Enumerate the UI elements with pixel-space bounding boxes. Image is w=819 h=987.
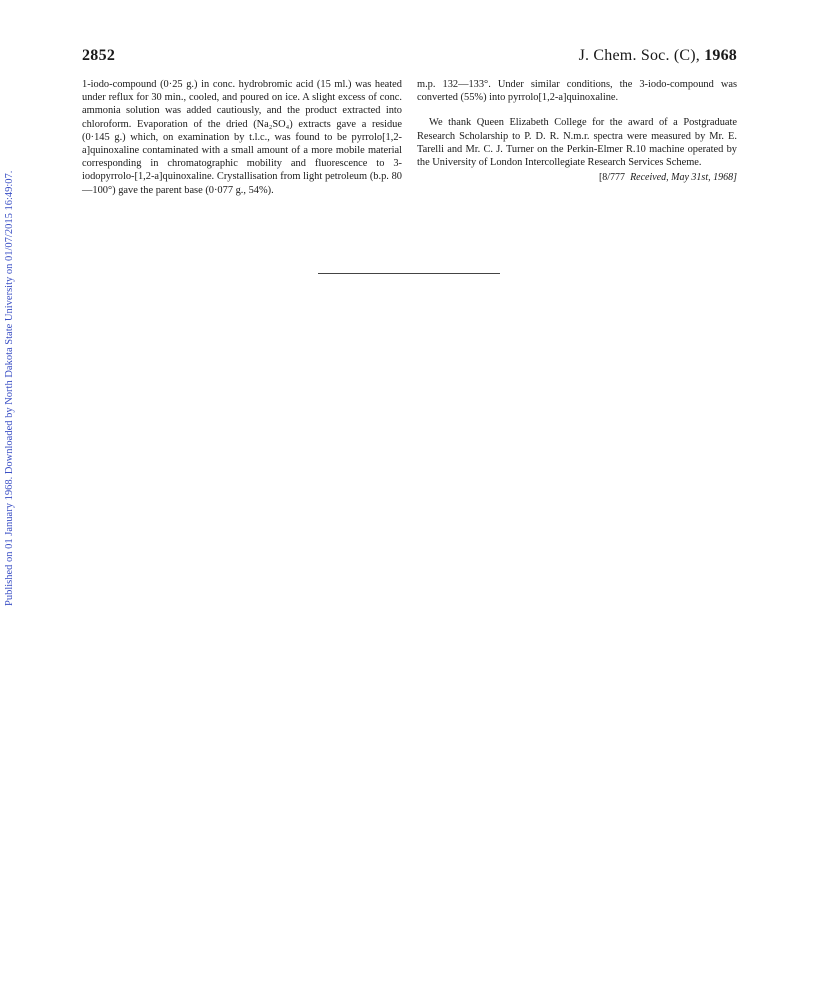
journal-year: 1968 bbox=[704, 47, 737, 64]
experimental-paragraph: 1-iodo-compound (0·25 g.) in conc. hydrobromic acid (15 ml.) was heated under reflux for 30 min., cooled, and poured on ice. A slight excess of conc. ammonia solution was added cautiously, and the product extracted into chloroform. Evaporation of the dried (Na₂SO₄) extracts gave a residue (0·145 g.) which, on examination by t.l.c., was found to be pyrrolo[1,2-a]quinoxaline contaminated with a small amount of a more mobile material corresponding in chromatographic mobility and fluorescence to 3-iodopyrrolo-[1,2-a]quinoxaline. Crystallisation from light petroleum (b.p. 80—100°) gave the parent base (0·077 g., 54%). bbox=[82, 79, 402, 196]
end-of-article-rule bbox=[318, 273, 500, 274]
left-column bbox=[82, 78, 402, 197]
paragraph-spacer bbox=[417, 104, 737, 116]
received-date: May 31st, 1968] bbox=[671, 172, 737, 184]
journal-name: J. Chem. Soc. (C), bbox=[578, 47, 700, 64]
acknowledgement-paragraph: We thank Queen Elizabeth College for the award of a Postgraduate Research Scholarship to P. D. R. N.m.r. spectra were measured by Mr. E. Tarelli and Mr. C. J. Turner on the Perkin-Elmer R.10 machine operated by the University of London Intercollegiate Research Services Scheme. bbox=[417, 117, 737, 169]
continuation-paragraph: m.p. 132—133°. Under similar conditions, the 3-iodo-compound was converted (55%) into pyrrolo[1,2-a]quinoxaline. bbox=[417, 79, 737, 104]
received-line bbox=[417, 171, 737, 184]
received-label: Received, bbox=[630, 172, 669, 184]
journal-citation bbox=[579, 47, 737, 65]
download-watermark: Published on 01 January 1968. Downloaded by North Dakota State University on 01/07/2015 16:49:07. bbox=[4, 170, 15, 606]
page-number: 2852 bbox=[82, 47, 116, 64]
manuscript-reference: [8/777 bbox=[598, 172, 626, 184]
right-column bbox=[417, 78, 737, 184]
